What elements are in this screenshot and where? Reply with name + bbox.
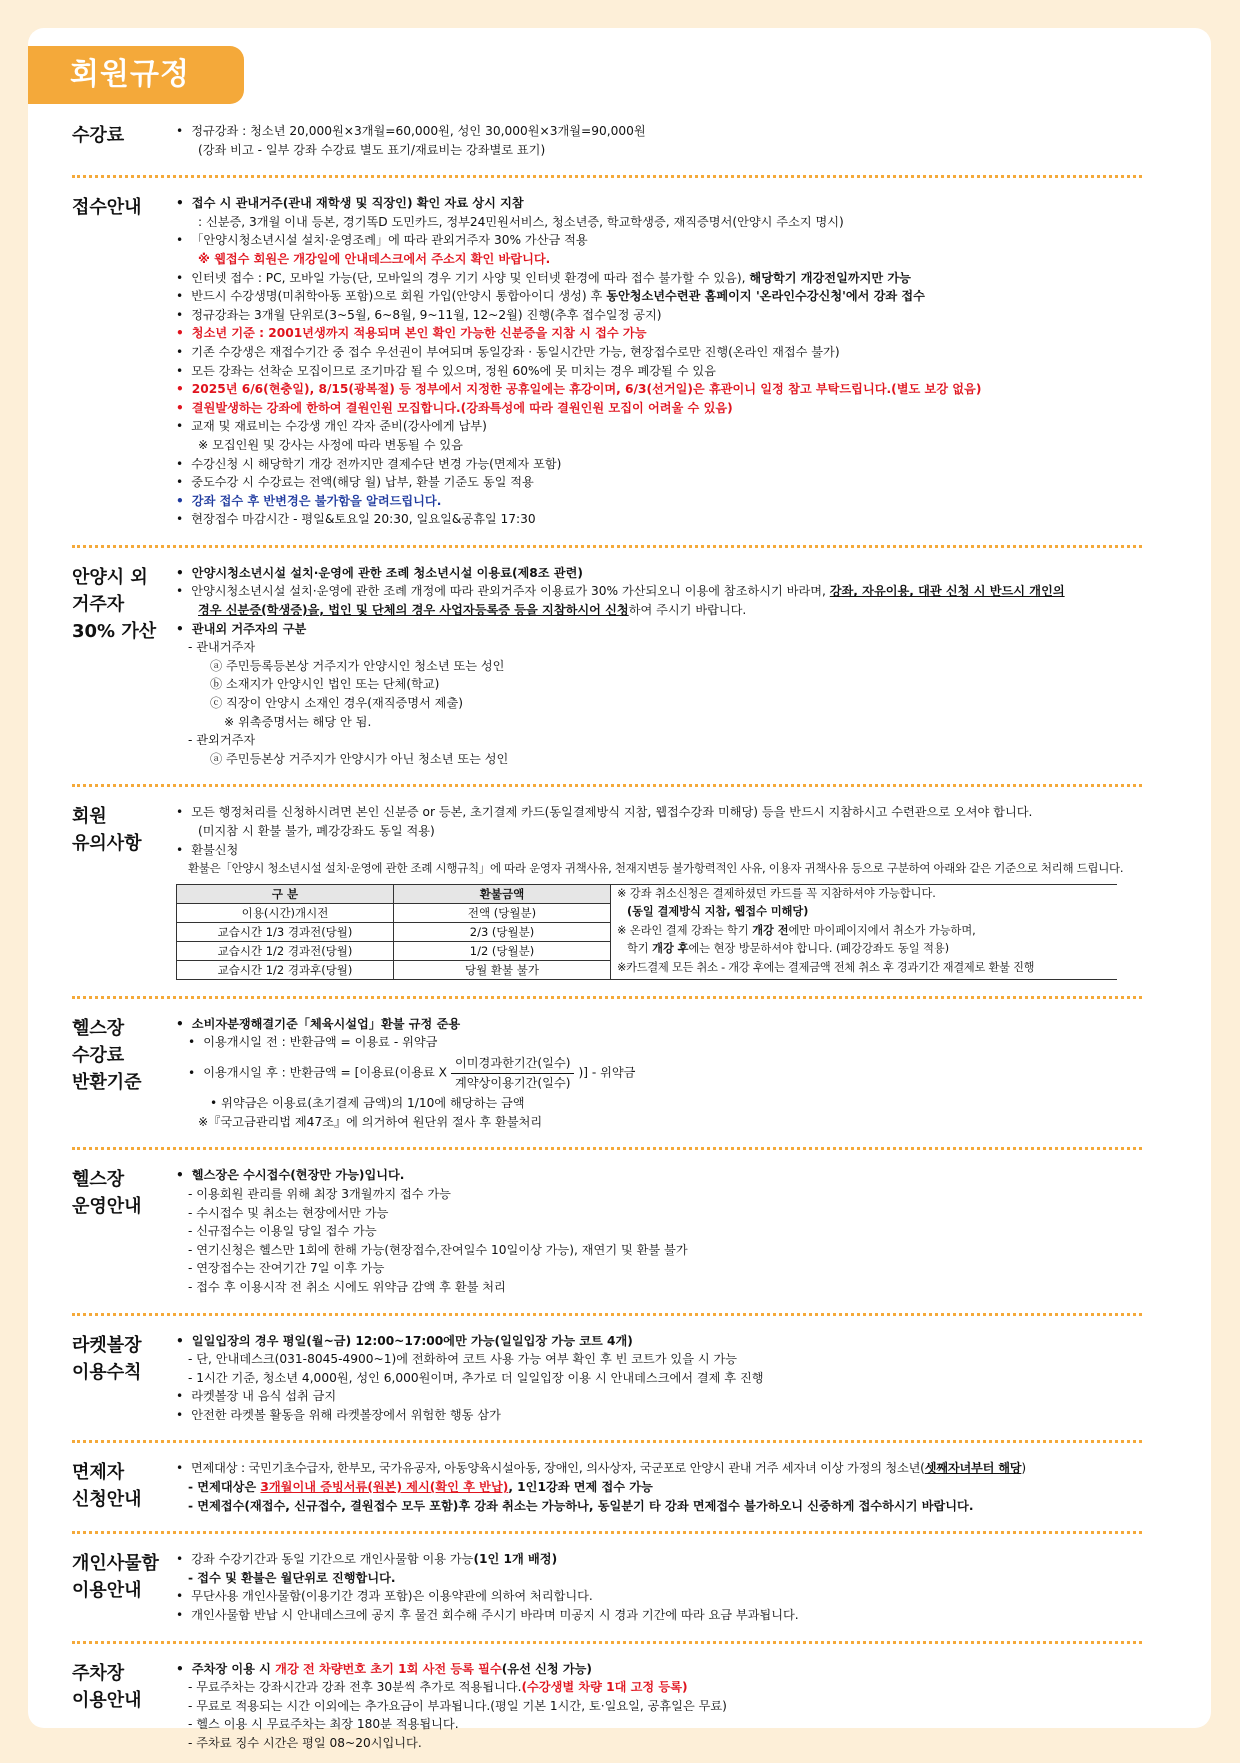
list-item bbox=[176, 601, 1142, 620]
table-row bbox=[177, 903, 611, 922]
list-item: • 청소년 기준 : 2001년생까지 적용되며 본인 확인 가능한 신분증을 지참 시 접수 가능 bbox=[176, 324, 1142, 343]
table-row bbox=[177, 960, 611, 979]
list-item: • 중도수강 시 수강료는 전액(해당 월) 납부, 환불 기준도 동일 적용 bbox=[176, 473, 1142, 492]
table-row bbox=[177, 922, 611, 941]
text: 강좌, 자유이용, 대관 신청 시 반드시 개인의 bbox=[829, 584, 1065, 599]
text: , 1인1강좌 면제 접수 가능 bbox=[508, 1480, 653, 1495]
text: (수강생별 차량 1대 고정 등록) bbox=[521, 1680, 688, 1695]
table-row bbox=[177, 941, 611, 960]
text: 반드시 수강생명(미취학아동 포함)으로 회원 가입(안양시 통합아이디 생성) 후 bbox=[191, 289, 607, 304]
list-item: ⓐ 주민등본상 거주지가 안양시가 아닌 청소년 또는 성인 bbox=[210, 751, 509, 766]
list-item: - 관외거주자 bbox=[188, 733, 256, 748]
section-gym-operation bbox=[72, 1162, 1142, 1306]
table-header: 구 분 bbox=[177, 884, 394, 903]
text: - 면제대상은 bbox=[188, 1480, 261, 1495]
section-label: 주차장 이용안내 bbox=[72, 1662, 142, 1711]
list-item: - 수시접수 및 취소는 현장에서만 가능 bbox=[188, 1205, 389, 1220]
list-item: • 접수 시 관내거주(관내 재학생 및 직장인) 확인 자료 상시 지참 bbox=[176, 194, 1142, 213]
list-item: • 소비자분쟁해결기준「체육시설업」환불 규정 준용 bbox=[176, 1015, 1142, 1034]
list-item: - 단, 안내데스크(031-8045-4900~1)에 전화하여 코트 사용 가능 여부 확인 후 빈 코트가 있을 시 가능 bbox=[188, 1352, 738, 1367]
list-item: • 정규강좌는 3개월 단위로(3~5월, 6~8월, 9~11월, 12~2월) 진행(추후 접수일정 공지) bbox=[176, 306, 1142, 325]
note: ※카드결제 모든 취소 - 개강 후에는 결제금액 전체 취소 후 경과기간 재결제로 환불 진행 bbox=[617, 960, 1035, 974]
list-item: • 환불신청 bbox=[176, 841, 1142, 860]
table-cell: 2/3 (당월분) bbox=[394, 922, 611, 941]
list-item: - 헬스 이용 시 무료주차는 최장 180분 적용됩니다. bbox=[188, 1717, 459, 1732]
section-racquetball bbox=[72, 1328, 1142, 1435]
refund-block bbox=[176, 878, 1142, 980]
list-item: ⓑ 소재지가 안양시인 법인 또는 단체(학교) bbox=[210, 677, 440, 692]
section-label: 면제자 신청안내 bbox=[72, 1462, 142, 1511]
rules-content bbox=[72, 118, 1142, 1763]
list-item: ※ 모집인원 및 강사는 사정에 따라 변동될 수 있음 bbox=[198, 437, 463, 452]
text: ) bbox=[1021, 1461, 1026, 1476]
table-cell: 교습시간 1/2 경과후(당월) bbox=[177, 960, 394, 979]
section-divider bbox=[72, 1313, 1142, 1316]
list-item: • 교재 및 재료비는 수강생 개인 각자 준비(강사에게 납부) bbox=[176, 417, 1142, 436]
list-item: - 접수 및 환불은 월단위로 진행합니다. bbox=[188, 1570, 396, 1585]
table-cell: 당월 환불 불가 bbox=[394, 960, 611, 979]
section-label: 접수안내 bbox=[72, 197, 142, 219]
section-divider bbox=[72, 1147, 1142, 1150]
page-title: 회원규정 bbox=[28, 46, 244, 104]
section-label: 수강료 bbox=[72, 125, 125, 146]
text: 경우 신분증(학생증)을, 법인 및 단체의 경우 사업자등록증 등을 지참하시어 신청 bbox=[198, 603, 629, 618]
list-item: • 무단사용 개인사물함(이용기간 경과 포함)은 이용약관에 의하여 처리합니다. bbox=[176, 1587, 1142, 1606]
list-item: • 「안양시청소년시설 설치·운영조례」에 따라 관외거주자 30% 가산금 적용 bbox=[176, 231, 1142, 250]
list-item: • 헬스장은 수시접수(현장만 가능)입니다. bbox=[176, 1166, 1142, 1185]
section-label: 헬스장 운영안내 bbox=[72, 1169, 142, 1218]
list-item: • 수강신청 시 해당학기 개강 전까지만 결제수단 변경 가능(면제자 포함) bbox=[176, 455, 1142, 474]
list-item: • 이용개시일 전 : 반환금액 = 이용료 - 위약금 bbox=[176, 1033, 1142, 1052]
list-item: ⓐ 주민등록등본상 거주지가 안양시인 청소년 또는 성인 bbox=[210, 658, 505, 673]
text: 안양시청소년시설 설치·운영에 관한 조례 개정에 따라 관외거주자 이용료가 30% 가산되오니 이용에 참조하시기 바라며, bbox=[191, 584, 830, 599]
section-gym-refund bbox=[72, 1011, 1142, 1142]
fraction-numerator: 이미경과한기간(일수) bbox=[451, 1054, 574, 1074]
list-item: • 2025년 6/6(현충일), 8/15(광복절) 등 정부에서 지정한 공휴일에는 휴강이며, 6/3(선거일)은 휴관이니 일정 참고 부탁드립니다.(별도 보강 없음) bbox=[176, 380, 1142, 399]
section-non-resident bbox=[72, 560, 1142, 779]
tuition-line: • 정규강좌 : 청소년 20,000원×3개월=60,000원, 성인 30,000원×3개월=90,000원 bbox=[176, 122, 1142, 141]
note bbox=[617, 940, 1117, 959]
list-item: • 결원발생하는 강좌에 한하여 결원인원 모집합니다.(강좌특성에 따라 결원인원 모집이 어려울 수 있음) bbox=[176, 399, 1142, 418]
list-item: (미지참 시 환불 불가, 폐강강좌도 동일 적용) bbox=[198, 824, 435, 838]
list-item: • 라켓볼장 내 음식 섭취 금지 bbox=[176, 1387, 1142, 1406]
list-item bbox=[176, 269, 1142, 288]
list-item: • 개인사물함 반납 시 안내데스크에 공지 후 물건 회수해 주시기 바라며 미공지 시 경과 기간에 따라 요금 부과됩니다. bbox=[176, 1606, 1142, 1625]
text: 강좌 수강기간과 동일 기간으로 개인사물함 이용 가능 bbox=[191, 1552, 474, 1567]
list-item: - 관내거주자 bbox=[188, 640, 256, 655]
list-item: • 관내외 거주자의 구분 bbox=[176, 620, 1142, 639]
list-item: ※ 위촉증명서는 해당 안 됨. bbox=[224, 714, 372, 729]
section-divider bbox=[72, 175, 1142, 178]
section-label: 라켓볼장 이용수칙 bbox=[72, 1334, 142, 1383]
list-item: • 안전한 라켓볼 활동을 위해 라켓볼장에서 위험한 행동 삼가 bbox=[176, 1406, 1142, 1425]
list-item: - 무료로 적용되는 시간 이외에는 추가요금이 부과됩니다.(평일 기본 1시간, 토·일요일, 공휴일은 무료) bbox=[188, 1698, 727, 1713]
list-item: - 면제접수(재접수, 신규접수, 결원접수 모두 포함)후 강좌 취소는 가능하나, 동일분기 타 강좌 면제접수 불가하오니 신중하게 접수하시기 바랍니다. bbox=[188, 1498, 974, 1513]
section-label: 안양시 외 거주자 30% 가산 bbox=[72, 566, 157, 642]
text: )] - 위약금 bbox=[578, 1065, 636, 1080]
section-label: 헬스장 수강료 반환기준 bbox=[72, 1017, 142, 1093]
formula-fraction bbox=[451, 1054, 574, 1092]
text: 에만 마이페이지에서 취소가 가능하며, bbox=[788, 923, 976, 937]
table-cell: 전액 (당월분) bbox=[394, 903, 611, 922]
note bbox=[617, 922, 1117, 941]
text: 학기 bbox=[627, 942, 653, 956]
list-item bbox=[176, 1550, 1142, 1569]
list-item: - 연장접수는 잔여기간 7일 이후 가능 bbox=[188, 1261, 385, 1276]
list-item: • 모든 행정처리를 신청하시려면 본인 신분증 or 등본, 초기결제 카드(동일결제방식 지참, 웹접수강좌 미해당) 등을 반드시 지참하시고 수련관으로 오셔야 합니다. bbox=[176, 803, 1142, 822]
list-item: • 모든 강좌는 선착순 모집이므로 조기마감 될 수 있으며, 정원 60%에 못 미치는 경우 폐강될 수 있음 bbox=[176, 362, 1142, 381]
text: (유선 신청 가능) bbox=[501, 1661, 592, 1676]
list-item: - 이용회원 관리를 위해 최장 3개월까지 접수 가능 bbox=[188, 1186, 451, 1201]
table-header: 환불금액 bbox=[394, 884, 611, 903]
list-item bbox=[176, 1459, 1142, 1478]
list-item: - 주차료 징수 시간은 평일 08~20시입니다. bbox=[188, 1736, 422, 1750]
section-label: 개인사물함 이용안내 bbox=[72, 1553, 159, 1602]
list-item bbox=[176, 1660, 1142, 1679]
list-item: • 일일입장의 경우 평일(월~금) 12:00~17:00에만 가능(일일입장 가능 코트 4개) bbox=[176, 1332, 1142, 1351]
list-item: - 접수 후 이용시작 전 취소 시에도 위약금 감액 후 환불 처리 bbox=[188, 1279, 506, 1294]
text: 주차장 이용 시 bbox=[191, 1661, 276, 1676]
list-item: : 신분증, 3개월 이내 등본, 경기똑D 도민카드, 정부24민원서비스, 청소년증, 학교학생증, 재직증명서(안양시 주소지 명시) bbox=[198, 214, 844, 229]
note: ※ 강좌 취소신청은 결제하셨던 카드를 꼭 지참하셔야 가능합니다. bbox=[617, 886, 936, 900]
table-cell: 1/2 (당월분) bbox=[394, 941, 611, 960]
section-exemption bbox=[72, 1455, 1142, 1525]
section-tuition bbox=[72, 118, 1142, 169]
text: 셋째자녀부터 해당 bbox=[924, 1461, 1022, 1476]
text: 하여 주시기 바랍니다. bbox=[628, 603, 747, 618]
text: 3개월이내 증빙서류(원본) 제시(확인 후 반납) bbox=[260, 1480, 509, 1495]
section-divider bbox=[72, 545, 1142, 548]
fraction-denominator: 계약상이용기간(일수) bbox=[455, 1075, 571, 1090]
list-item: - 신규접수는 이용일 당일 접수 가능 bbox=[188, 1224, 377, 1239]
text: 이용개시일 후 : 반환금액 = [이용료(이용료 X bbox=[203, 1065, 447, 1080]
section-divider bbox=[72, 1440, 1142, 1443]
list-item: 환불은「안양시 청소년시설 설치·운영에 관한 조례 시행규칙」에 따라 운영자 귀책사유, 천재지변등 불가항력적인 사유, 이용자 귀책사유 등으로 구분하여 아래와 같은 기준으로 처리해 드립니다. bbox=[188, 861, 1124, 876]
text: ※ 온라인 결제 강좌는 학기 bbox=[617, 923, 753, 937]
section-divider bbox=[72, 784, 1142, 787]
list-item: ※『국고금관리법 제47조』에 의거하여 원단위 절사 후 환불처리 bbox=[198, 1114, 543, 1129]
list-item: • 강좌 접수 후 반변경은 불가함을 알려드립니다. bbox=[176, 492, 1142, 511]
refund-notes bbox=[611, 884, 1117, 980]
list-item bbox=[176, 1678, 1142, 1697]
table-header-row bbox=[177, 884, 611, 903]
table-cell: 교습시간 1/3 경과전(당월) bbox=[177, 922, 394, 941]
text: 동안청소년수련관 홈페이지 '온라인수강신청'에서 강좌 접수 bbox=[606, 289, 925, 304]
tuition-note: (강좌 비고 - 일부 강좌 수강료 별도 표기/재료비는 강좌별로 표기) bbox=[198, 142, 546, 157]
section-member-notice bbox=[72, 799, 1142, 989]
text: (1인 1개 배정) bbox=[473, 1552, 558, 1567]
list-item: ⓒ 직장이 안양시 소재인 경우(재직증명서 제출) bbox=[210, 696, 463, 711]
list-item: • 현장접수 마감시간 - 평일&토요일 20:30, 일요일&공휴일 17:30 bbox=[176, 510, 1142, 529]
list-item: - 1시간 기준, 청소년 4,000원, 성인 6,000원이며, 추가로 더 일일입장 이용 시 안내데스크에서 결제 후 진행 bbox=[188, 1370, 764, 1385]
list-item bbox=[176, 1478, 1142, 1497]
section-divider bbox=[72, 1641, 1142, 1644]
list-item bbox=[176, 1054, 1142, 1092]
note: (동일 결제방식 지참, 웹접수 미해당) bbox=[627, 905, 809, 919]
section-locker bbox=[72, 1546, 1142, 1634]
section-parking bbox=[72, 1656, 1142, 1763]
section-divider bbox=[72, 996, 1142, 999]
list-item: • 기존 수강생은 재접수기간 중 접수 우선권이 부여되며 동일강좌 · 동일시간만 가능, 현장접수로만 진행(온라인 재접수 불가) bbox=[176, 343, 1142, 362]
list-item: ※ 웹접수 회원은 개강일에 안내데스크에서 주소지 확인 바랍니다. bbox=[198, 251, 551, 266]
section-registration bbox=[72, 190, 1142, 539]
text: 개강 전 bbox=[752, 923, 789, 937]
refund-table bbox=[176, 884, 611, 980]
table-cell: 교습시간 1/2 경과전(당월) bbox=[177, 941, 394, 960]
list-item: - 연기신청은 헬스만 1회에 한해 가능(현장접수,잔여일수 10일이상 가능), 재연기 및 환불 불가 bbox=[188, 1242, 688, 1257]
text: 해당학기 개강전일까지만 가능 bbox=[749, 270, 911, 285]
text: 에는 현장 방문하셔야 합니다. (폐강강좌도 동일 적용) bbox=[688, 942, 950, 956]
text: - 무료주차는 강좌시간과 강좌 전후 30분씩 추가로 적용됩니다. bbox=[188, 1680, 522, 1695]
list-item: • 위약금은 이용료(초기결제 금액)의 1/10에 해당하는 금액 bbox=[210, 1096, 525, 1111]
text: 면제대상 : 국민기초수급자, 한부모, 국가유공자, 아동양육시설아동, 장애인, 의사상자, 국군포로 안양시 관내 거주 세자녀 이상 가정의 청소년( bbox=[191, 1461, 925, 1476]
text: 개강 후 bbox=[652, 942, 689, 956]
list-item: • 안양시청소년시설 설치·운영에 관한 조례 청소년시설 이용료(제8조 관련) bbox=[176, 564, 1142, 583]
section-divider bbox=[72, 1531, 1142, 1534]
list-item bbox=[176, 582, 1142, 601]
section-label: 회원 유의사항 bbox=[72, 806, 142, 855]
table-cell: 이용(시간)개시전 bbox=[177, 903, 394, 922]
text: 개강 전 차량번호 초기 1회 사전 등록 필수 bbox=[275, 1661, 502, 1676]
list-item bbox=[176, 287, 1142, 306]
text: 인터넷 접수 : PC, 모바일 가능(단, 모바일의 경우 기기 사양 및 인터넷 환경에 따라 접수 불가할 수 있음), bbox=[191, 270, 750, 285]
